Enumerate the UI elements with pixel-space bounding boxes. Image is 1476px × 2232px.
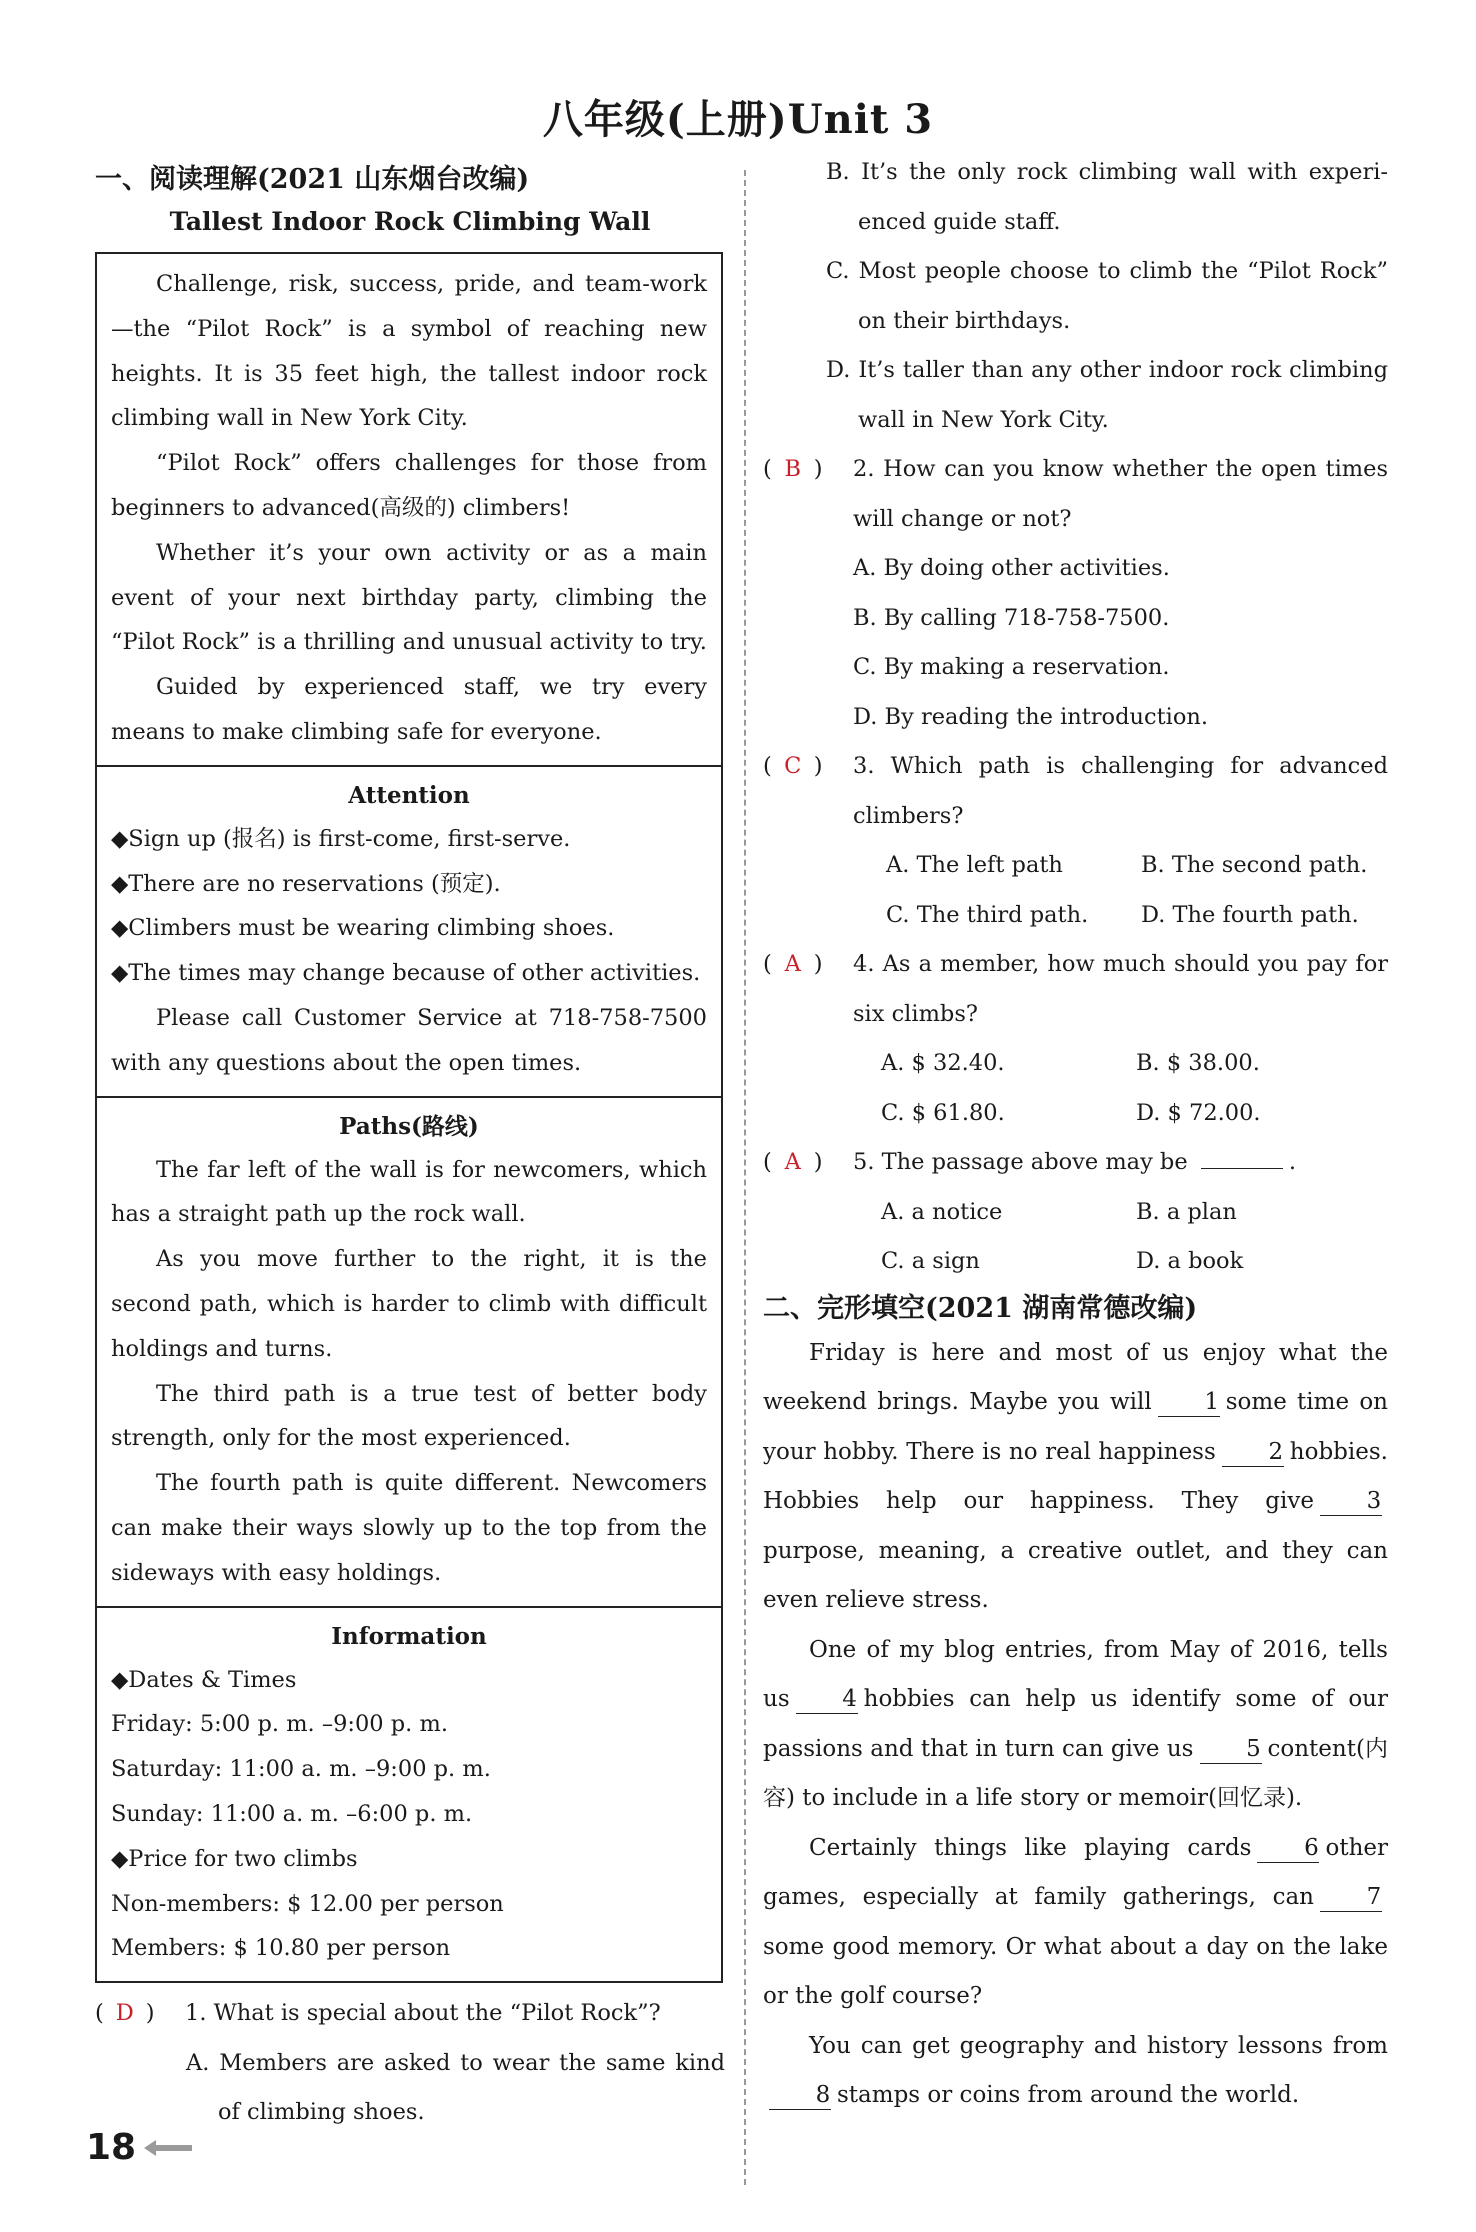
cloze-text: You can get geography and history lessons from — [809, 2032, 1388, 2059]
page-number-text: 18 — [86, 2127, 137, 2168]
option: C. By making a reservation. — [853, 654, 1170, 680]
page-number — [86, 2127, 194, 2168]
cloze-blank: 8 — [769, 2081, 831, 2110]
question-1 — [95, 1989, 725, 2138]
information-section — [97, 1606, 721, 1982]
cloze-text: content(内容) to include in a life story or memoir(回忆录). — [763, 1735, 1388, 1811]
paths-paragraph: The far left of the wall is for newcomers, which has a straight path up the rock wall. — [111, 1156, 707, 1228]
cloze-blank: 3 — [1320, 1487, 1382, 1516]
intro-section — [97, 254, 721, 765]
option: D. By reading the introduction. — [853, 703, 1209, 730]
info-line: Non-members: $ 12.00 per person — [111, 1890, 504, 1917]
attention-item: ◆The times may change because of other activities. — [111, 960, 701, 987]
cloze-heading: 二、完形填空(2021 湖南常德改编) — [763, 1292, 1198, 1324]
cloze-blank: 7 — [1320, 1883, 1382, 1912]
question-4 — [763, 940, 1388, 1138]
paths-paragraph: The fourth path is quite different. Newcomers can make their ways slowly up to the top from the sideways with easy holdings. — [111, 1470, 707, 1586]
left-column — [95, 160, 725, 2138]
cloze-blank: 1 — [1158, 1388, 1220, 1417]
passage-box — [95, 252, 723, 1983]
attention-section — [97, 765, 721, 1096]
question-stem: 2. How can you know whether the open times will change or not? — [853, 456, 1388, 532]
option: A. Members are asked to wear the same kind of climbing shoes. — [186, 2049, 725, 2126]
answer-bracket: ( A ) — [763, 1138, 853, 1188]
options-grid — [763, 1188, 1388, 1287]
column-divider — [744, 170, 746, 2185]
cloze-paragraph — [763, 1824, 1388, 2022]
passage-title: Tallest Indoor Rock Climbing Wall — [169, 207, 651, 236]
question-1-continued — [763, 148, 1388, 445]
answer-mark: B — [784, 456, 802, 482]
answer-bracket: ( D ) — [95, 1989, 185, 2039]
info-line: Saturday: 11:00 a. m. –9:00 p. m. — [111, 1756, 491, 1783]
intro-paragraph: Challenge, risk, success, pride, and team-work—the “Pilot Rock” is a symbol of reaching new heights. It is 35 feet high, the tallest indoor rock climbing wall in New York City. — [111, 271, 707, 432]
cloze-text: Friday is here and most of us enjoy what the weekend brings. Maybe you will — [763, 1339, 1388, 1415]
option: B. a plan — [1136, 1198, 1237, 1225]
intro-paragraph: Whether it’s your own activity or as a main event of your next birthday party, climbing the “Pilot Rock” is a thrilling and unusual activity to try. — [111, 539, 707, 656]
info-line: ◆Dates & Times — [111, 1666, 297, 1693]
option: D. a book — [1136, 1248, 1244, 1274]
option: C. Most people choose to climb the “Pilot Rock” on their birthdays. — [826, 258, 1388, 334]
answer-blank — [1201, 1168, 1283, 1169]
information-title: Information — [331, 1622, 487, 1650]
cloze-paragraph — [763, 1329, 1388, 1626]
info-line: Friday: 5:00 p. m. –9:00 p. m. — [111, 1711, 448, 1738]
option: B. The second path. — [1141, 852, 1368, 878]
option: D. $ 72.00. — [1136, 1099, 1261, 1126]
cloze-text: stamps or coins from around the world. — [837, 2082, 1300, 2108]
info-line: ◆Price for two climbs — [111, 1845, 358, 1872]
attention-title: Attention — [348, 781, 470, 809]
arrow-left-icon — [144, 2138, 194, 2158]
info-line: Sunday: 11:00 a. m. –6:00 p. m. — [111, 1800, 473, 1827]
cloze-text: One of my blog entries, from May of 2016, tells us — [763, 1636, 1388, 1712]
cloze-text: some time on your hobby. There is no real happiness — [763, 1389, 1388, 1465]
right-column — [763, 160, 1388, 2121]
attention-item: ◆There are no reservations (预定). — [111, 870, 501, 897]
cloze-blank: 6 — [1257, 1834, 1319, 1863]
question-stem: 3. Which path is challenging for advanced climbers? — [853, 753, 1388, 829]
answer-bracket: ( C ) — [763, 742, 853, 841]
attention-item: ◆Climbers must be wearing climbing shoes. — [111, 915, 615, 942]
stem-end: . — [1288, 1149, 1296, 1175]
reading-heading: 一、阅读理解(2021 山东烟台改编) — [95, 164, 530, 195]
options-grid — [763, 1039, 1388, 1138]
options-grid — [763, 841, 1388, 940]
cloze-passage — [763, 1329, 1388, 2121]
intro-paragraph: Guided by experienced staff, we try every means to make climbing safe for everyone. — [111, 674, 707, 745]
option: B. It’s the only rock climbing wall with experi-enced guide staff. — [826, 159, 1388, 235]
option: D. The fourth path. — [1141, 901, 1359, 928]
question-stem — [853, 1138, 1388, 1188]
paths-paragraph: As you move further to the right, it is the second path, which is harder to climb with difficult holdings and turns. — [111, 1246, 707, 1362]
cloze-paragraph — [763, 2022, 1388, 2121]
answer-bracket: ( B ) — [763, 445, 853, 544]
question-2 — [763, 445, 1388, 742]
cloze-text: purpose, meaning, a creative outlet, and they can even relieve stress. — [763, 1537, 1388, 1613]
cloze-text: other games, especially at family gatherings, can — [763, 1834, 1388, 1910]
option: B. By calling 718-758-7500. — [853, 604, 1170, 631]
option: C. $ 61.80. — [881, 1099, 1005, 1126]
option: A. By doing other activities. — [853, 555, 1170, 581]
paths-section — [97, 1096, 721, 1606]
cloze-text: hobbies. Hobbies help our happiness. They give — [763, 1438, 1388, 1514]
question-5 — [763, 1138, 1388, 1287]
question-stem-text: 5. The passage above may be — [853, 1149, 1188, 1175]
paths-paragraph: The third path is a true test of better body strength, only for the most experienced. — [111, 1380, 707, 1452]
cloze-text: hobbies can help us identify some of our passions and that in turn can give us — [763, 1686, 1388, 1762]
question-3 — [763, 742, 1388, 940]
attention-note: Please call Customer Service at 718-758-7500 with any questions about the open times. — [111, 1004, 707, 1076]
page-title: 八年级(上册)Unit 3 — [542, 96, 934, 143]
option: B. $ 38.00. — [1136, 1050, 1260, 1076]
question-stem: 4. As a member, how much should you pay for six climbs? — [853, 951, 1388, 1027]
answer-mark: C — [784, 753, 802, 779]
cloze-text: some good memory. Or what about a day on the lake or the golf course? — [763, 1933, 1388, 2009]
option: A. $ 32.40. — [881, 1050, 1005, 1076]
option: D. It’s taller than any other indoor rock climbing wall in New York City. — [826, 357, 1388, 433]
answer-mark: D — [115, 2000, 134, 2027]
cloze-blank: 5 — [1200, 1735, 1262, 1764]
answer-mark: A — [784, 1149, 801, 1175]
cloze-paragraph — [763, 1626, 1388, 1824]
option: A. a notice — [881, 1198, 1003, 1225]
intro-paragraph: “Pilot Rock” offers challenges for those from beginners to advanced(高级的) climbers! — [111, 450, 707, 521]
cloze-blank: 2 — [1222, 1438, 1284, 1467]
attention-item: ◆Sign up (报名) is first-come, first-serve. — [111, 825, 571, 852]
paths-title: Paths(路线) — [339, 1112, 479, 1140]
cloze-text: Certainly things like playing cards — [809, 1834, 1252, 1861]
answer-bracket: ( A ) — [763, 940, 853, 1039]
info-line: Members: $ 10.80 per person — [111, 1935, 451, 1962]
question-stem: 1. What is special about the “Pilot Rock”? — [185, 2000, 661, 2027]
answer-mark: A — [784, 951, 801, 977]
cloze-blank: 4 — [796, 1685, 858, 1714]
option: C. a sign — [881, 1248, 980, 1274]
option: C. The third path. — [886, 901, 1089, 928]
option: A. The left path — [886, 852, 1063, 878]
